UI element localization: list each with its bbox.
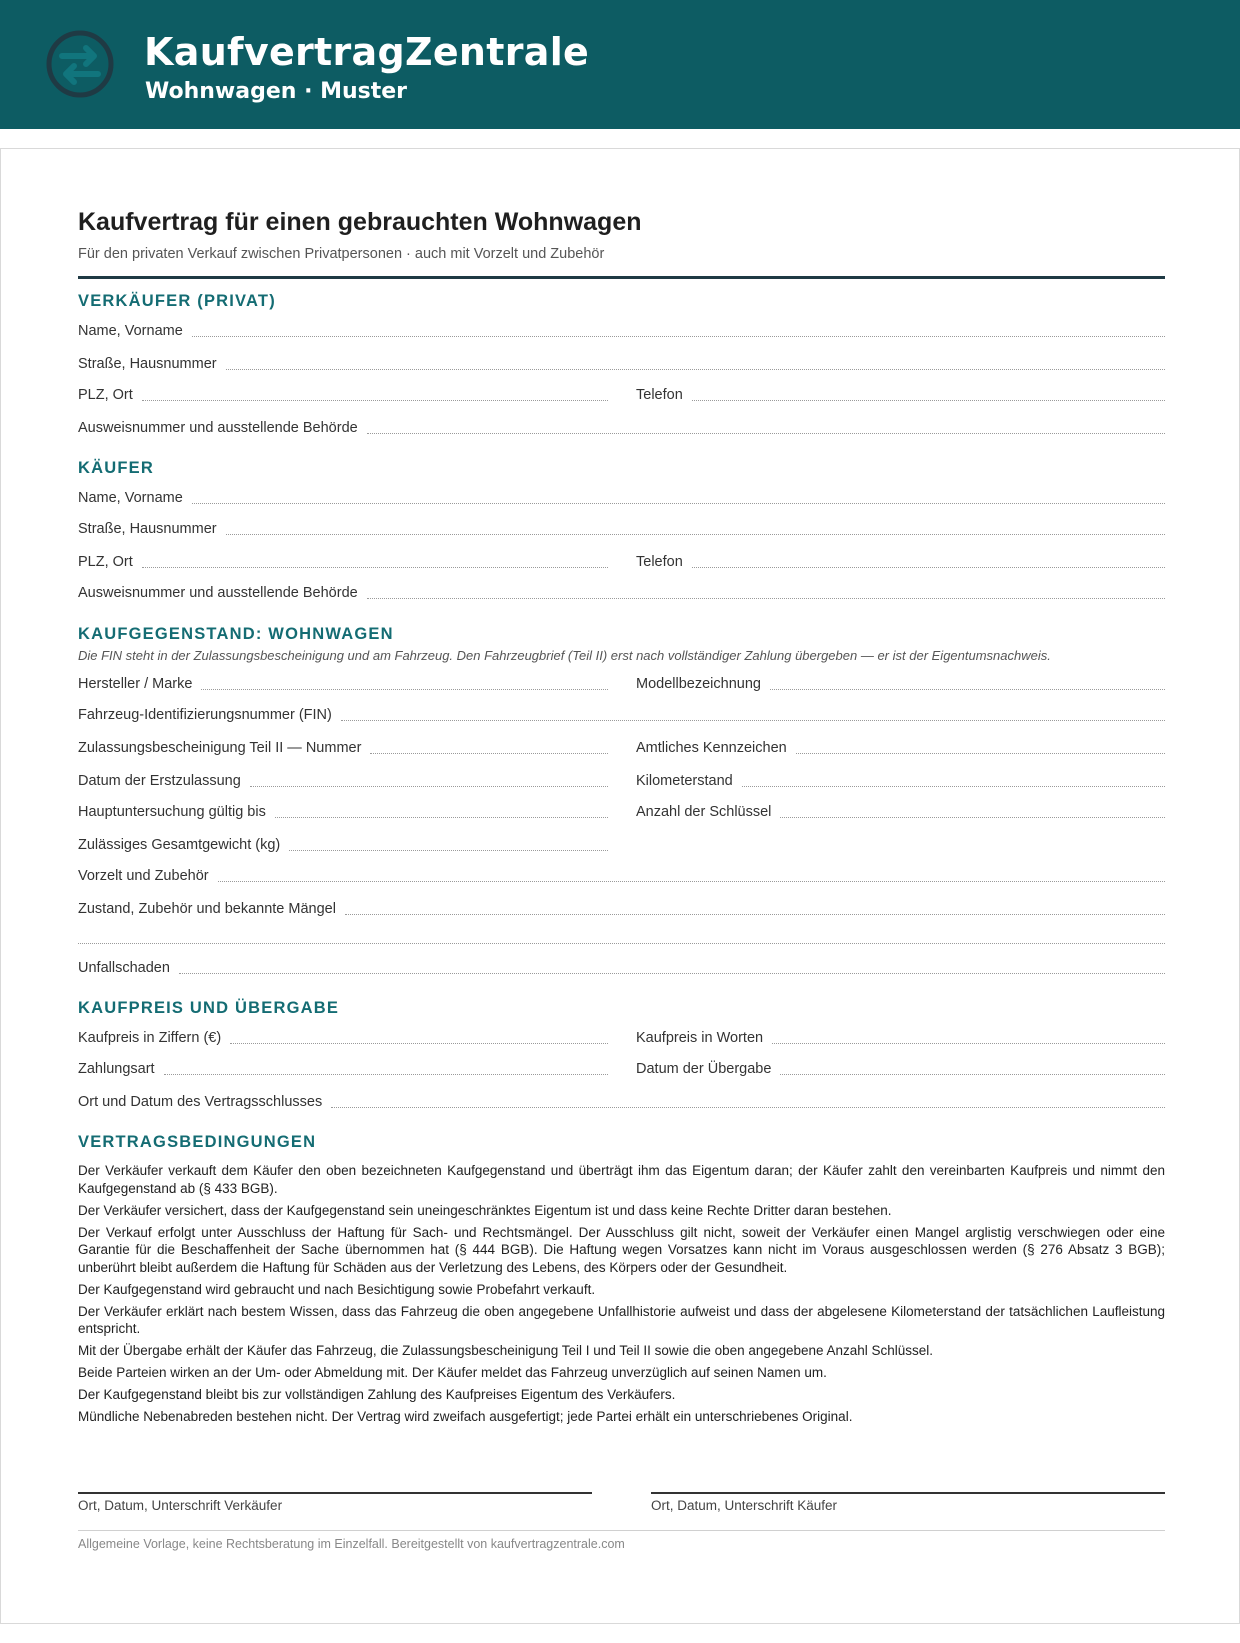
brand-name: KaufvertragZentrale: [144, 30, 590, 74]
field-label: Vorzelt und Zubehör: [78, 868, 209, 884]
fill-line: [331, 1107, 1165, 1108]
field-label: Kaufpreis in Worten: [636, 1030, 764, 1046]
awning-field[interactable]: [78, 865, 1165, 885]
field-label: Modellbezeichnung: [636, 676, 761, 692]
seller-heading: VERKÄUFER (PRIVAT): [78, 292, 276, 310]
exchange-arrows-icon: [44, 28, 116, 100]
condition-field[interactable]: [78, 898, 1165, 918]
buyer-signature-label: Ort, Datum, Unterschrift Käufer: [651, 1498, 838, 1513]
terms-paragraph: Der Kaufgegenstand wird gebraucht und nach Besichtigung sowie Probefahrt verkauft.: [78, 1281, 596, 1297]
seller-street-field[interactable]: [78, 353, 1165, 373]
fill-line: [164, 1074, 608, 1075]
field-label: Hersteller / Marke: [78, 676, 193, 692]
buyer-name-field[interactable]: [78, 487, 1165, 507]
manufacturer-field[interactable]: [78, 673, 608, 693]
fill-line: [796, 753, 1165, 754]
payment-method-field[interactable]: [78, 1058, 608, 1078]
seller-city-field[interactable]: [78, 384, 608, 404]
first-registration-field[interactable]: [78, 770, 608, 790]
mileage-field[interactable]: [636, 770, 1165, 790]
fill-line: [692, 567, 1165, 568]
field-label: Ausweisnummer und ausstellende Behörde: [78, 420, 358, 436]
keys-field[interactable]: [636, 801, 1165, 821]
terms-paragraph: Der Verkäufer erklärt nach bestem Wissen, dass das Fahrzeug die oben angegebene Unfallhistorie aufweist und dass der abgelesene Kilometerstand der tatsächlichen Laufleistung entspricht.: [78, 1303, 1165, 1336]
buyer-heading: KÄUFER: [78, 459, 154, 477]
field-label: Unfallschaden: [78, 960, 170, 976]
fill-line: [770, 689, 1165, 690]
field-label: Zustand, Zubehör und bekannte Mängel: [78, 901, 336, 917]
terms-paragraph: Der Verkäufer verkauft dem Käufer den oben bezeichneten Kaufgegenstand und überträgt ihm das Eigentum daran; der Käufer zahlt den vereinbarten Kaufpreis und nimmt den Kaufgegenstand ab (§ 433 BGB).: [78, 1163, 1165, 1196]
condition-extra-line[interactable]: [78, 943, 1165, 944]
buyer-id-field[interactable]: [78, 582, 1165, 602]
fill-line: [192, 336, 1165, 337]
fill-line: [142, 567, 608, 568]
field-label: Straße, Hausnummer: [78, 521, 217, 537]
seller-signature-line[interactable]: [78, 1492, 592, 1494]
fill-line: [192, 503, 1165, 504]
fill-line: [367, 598, 1165, 599]
fill-line: [367, 433, 1165, 434]
field-label: Datum der Übergabe: [636, 1061, 772, 1077]
fill-line: [218, 881, 1165, 882]
field-label: PLZ, Ort: [78, 387, 133, 403]
field-label: Hauptuntersuchung gültig bis: [78, 804, 266, 820]
fill-line: [341, 720, 1165, 721]
fill-line: [250, 786, 608, 787]
model-field[interactable]: [636, 673, 1165, 693]
field-label: Ort und Datum des Vertragsschlusses: [78, 1094, 323, 1110]
price-digits-field[interactable]: [78, 1027, 608, 1047]
brand-subtitle: Wohnwagen · Muster: [145, 79, 408, 104]
handover-date-field[interactable]: [636, 1058, 1165, 1078]
inspection-field[interactable]: [78, 801, 608, 821]
item-note: Die FIN steht in der Zulassungsbescheinigung und am Fahrzeug. Den Fahrzeugbrief (Teil II) erst nach vollständiger Zahlung übergeben — er ist der Eigentumsnachweis.: [78, 648, 1051, 663]
terms-paragraph: Beide Parteien wirken an der Um- oder Abmeldung mit. Der Käufer meldet das Fahrzeug unverzüglich auf seinen Namen um.: [78, 1365, 827, 1380]
fill-line: [230, 1043, 608, 1044]
buyer-signature-line[interactable]: [651, 1492, 1165, 1494]
vin-field[interactable]: [78, 704, 1165, 724]
fill-line: [692, 400, 1165, 401]
field-label: Straße, Hausnummer: [78, 356, 217, 372]
document-title: Kaufvertrag für einen gebrauchten Wohnwagen: [78, 208, 642, 236]
field-label: Ausweisnummer und ausstellende Behörde: [78, 585, 358, 601]
price-words-field[interactable]: [636, 1027, 1165, 1047]
fill-line: [179, 973, 1165, 974]
buyer-street-field[interactable]: [78, 518, 1165, 538]
fill-line: [289, 850, 608, 851]
fill-line: [226, 534, 1165, 535]
accident-field[interactable]: [78, 957, 1165, 977]
fill-line: [226, 369, 1165, 370]
field-label: Name, Vorname: [78, 323, 183, 339]
title-divider: [78, 276, 1165, 279]
field-label: Telefon: [636, 554, 683, 570]
terms-paragraph: Mündliche Nebenabreden bestehen nicht. Der Vertrag wird zweifach ausgefertigt; jede Partei erhält ein unterschriebenes Original.: [78, 1409, 853, 1424]
seller-id-field[interactable]: [78, 417, 1165, 437]
field-label: PLZ, Ort: [78, 554, 133, 570]
terms-paragraph: Der Kaufgegenstand bleibt bis zur vollständigen Zahlung des Kaufpreises Eigentum des Verkäufers.: [78, 1387, 676, 1402]
fill-line: [345, 914, 1165, 915]
field-label: Name, Vorname: [78, 490, 183, 506]
field-label: Zulässiges Gesamtgewicht (kg): [78, 837, 281, 853]
seller-phone-field[interactable]: [636, 384, 1165, 404]
fill-line: [780, 817, 1165, 818]
gross-weight-field[interactable]: [78, 834, 608, 854]
terms-heading: VERTRAGSBEDINGUNGEN: [78, 1133, 317, 1151]
fill-line: [772, 1043, 1165, 1044]
seller-name-field[interactable]: [78, 320, 1165, 340]
fill-line: [780, 1074, 1165, 1075]
fill-line: [742, 786, 1165, 787]
field-label: Kaufpreis in Ziffern (€): [78, 1030, 222, 1046]
field-label: Amtliches Kennzeichen: [636, 740, 787, 756]
field-label: Zahlungsart: [78, 1061, 155, 1077]
field-label: Anzahl der Schlüssel: [636, 804, 772, 820]
terms-paragraph: Der Verkauf erfolgt unter Ausschluss der Haftung für Sach- und Rechtsmängel. Der Ausschluss gilt nicht, soweit der Verkäufer einen Mangel arglistig verschwiegen oder eine Garantie für die Beschaffenheit der Sache übernommen hat (§ 444 BGB). Die Haftung wegen Vorsatzes kann nicht im Voraus ausgeschlossen werden (§ 276 Absatz 3 BGB); unberührt bleibt außerdem die Haftung für Schäden aus der Verletzung des Lebens, des Körpers oder der Gesundheit.: [78, 1224, 1165, 1275]
field-label: Datum der Erstzulassung: [78, 773, 241, 789]
buyer-city-field[interactable]: [78, 551, 608, 571]
field-label: Zulassungsbescheinigung Teil II — Nummer: [78, 740, 362, 756]
fill-line: [370, 753, 608, 754]
item-heading: KAUFGEGENSTAND: WOHNWAGEN: [78, 625, 394, 643]
terms-paragraph: Der Verkäufer versichert, dass der Kaufgegenstand sein uneingeschränktes Eigentum ist und dass keine Rechte Dritter daran bestehen.: [78, 1202, 892, 1218]
terms-body: [78, 1162, 1165, 1430]
seller-signature-label: Ort, Datum, Unterschrift Verkäufer: [78, 1498, 283, 1513]
field-label: Telefon: [636, 387, 683, 403]
field-label: Kilometerstand: [636, 773, 733, 789]
footer-disclaimer: Allgemeine Vorlage, keine Rechtsberatung im Einzelfall. Bereitgestellt von kaufvertragzentrale.com: [78, 1537, 625, 1551]
contract-place-date-field[interactable]: [78, 1091, 1165, 1111]
field-label: Fahrzeug-Identifizierungsnummer (FIN): [78, 707, 332, 723]
terms-paragraph: Mit der Übergabe erhält der Käufer das Fahrzeug, die Zulassungsbescheinigung Teil I und Teil II sowie die oben angegebene Anzahl Schlüssel.: [78, 1343, 934, 1358]
buyer-phone-field[interactable]: [636, 551, 1165, 571]
fill-line: [142, 400, 608, 401]
registration-doc-field[interactable]: [78, 737, 608, 757]
fill-line: [201, 689, 608, 690]
license-plate-field[interactable]: [636, 737, 1165, 757]
fill-line: [275, 817, 608, 818]
price-heading: KAUFPREIS UND ÜBERGABE: [78, 999, 340, 1017]
document-subtitle: Für den privaten Verkauf zwischen Privatpersonen · auch mit Vorzelt und Zubehör: [78, 246, 605, 262]
footer-divider: [78, 1530, 1165, 1531]
